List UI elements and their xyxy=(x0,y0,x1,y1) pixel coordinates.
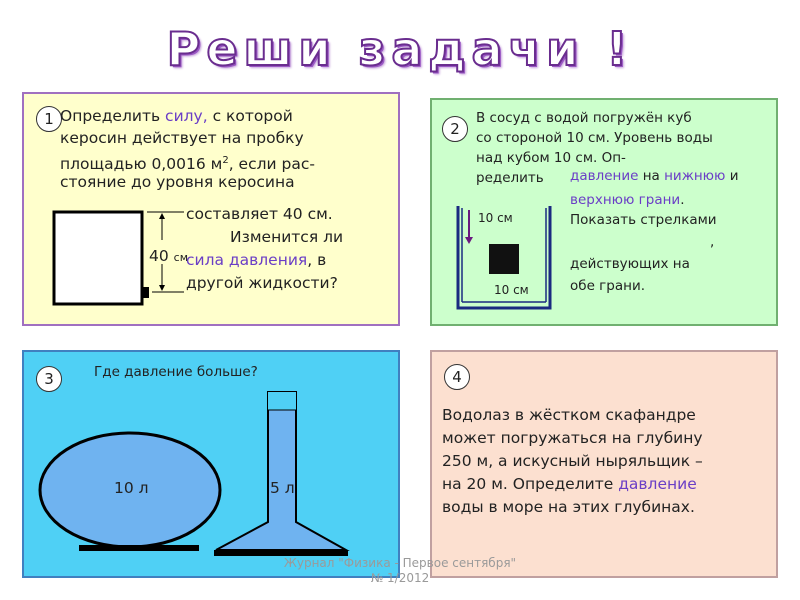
task-1-highlight-force: силу, xyxy=(165,107,208,125)
task-1-dimension-label xyxy=(149,246,188,268)
task-4-number: 4 xyxy=(444,364,470,390)
task-2-line-9: обе грани. xyxy=(570,278,646,294)
task-1-highlight-pressure-force: сила давления xyxy=(186,251,308,269)
task-2-line-4b xyxy=(570,166,739,186)
task-2-panel xyxy=(430,98,778,326)
task-4-highlight-pressure: давление xyxy=(618,475,697,493)
arrowhead xyxy=(465,237,473,244)
task-4-text: на 20 м. Определите xyxy=(442,475,619,493)
task-2-text: . xyxy=(680,192,685,208)
task-2-line-2: со стороной 10 см. Уровень воды xyxy=(476,130,713,146)
task-2-number: 2 xyxy=(442,116,468,142)
task-4-line-2: может погружаться на глубину xyxy=(442,429,703,447)
task-4-line-1: Водолаз в жёстком скафандре xyxy=(442,406,696,424)
task-1-line-4: стояние до уровня керосина xyxy=(60,173,295,191)
task-2-line-8: действующих на xyxy=(570,256,690,272)
task-4-line-3: 250 м, а искусный ныряльщик – xyxy=(442,452,703,470)
wide-vessel-stand xyxy=(79,545,199,551)
task-1-superscript: 2 xyxy=(222,155,229,166)
plug xyxy=(142,287,149,298)
task-4-panel xyxy=(430,350,778,578)
task-3-vessel-1-label: 10 л xyxy=(114,479,149,497)
task-1-text: с которой xyxy=(207,107,293,125)
slide-title: Реши задачи ! xyxy=(166,22,634,76)
task-2-line-3: над кубом 10 см. Оп- xyxy=(476,150,626,166)
task-1-text: Определить xyxy=(60,107,166,125)
task-2-line-5 xyxy=(570,190,685,210)
task-2-label-bottom: 10 см xyxy=(494,283,529,297)
task-2-line-4: ределить xyxy=(476,170,544,186)
task-3-vessel-2-label: 5 л xyxy=(270,479,295,497)
footer-line-1: Журнал "Физика - Первое сентября" xyxy=(283,556,517,570)
task-1-line-8: другой жидкости? xyxy=(186,274,338,292)
task-2-highlight-top-face: верхнюю грани xyxy=(570,192,681,208)
task-3-panel xyxy=(22,350,400,578)
footer-line-2: № 1/2012 xyxy=(370,571,430,585)
task-2-line-6: Показать стрелками xyxy=(570,212,717,228)
task-2-line-7 xyxy=(570,232,714,252)
task-2-text: , xyxy=(710,234,715,250)
task-2-highlight-bottom: нижнюю xyxy=(664,168,726,184)
task-3-question: Где давление больше? xyxy=(94,364,258,380)
task-2-highlight-pressure: давление xyxy=(570,168,639,184)
kerosene-tank xyxy=(54,212,142,304)
submerged-cube xyxy=(489,244,519,274)
dim-unit: см xyxy=(173,251,189,264)
task-2-text: на xyxy=(638,168,665,184)
task-4-line-5: воды в море на этих глубинах. xyxy=(442,498,695,516)
task-1-line-2: керосин действует на пробку xyxy=(60,129,304,147)
task-2-label-top: 10 см xyxy=(478,211,513,225)
dim-value: 40 xyxy=(149,247,169,265)
task-2-line-1: В сосуд с водой погружён куб xyxy=(476,110,692,126)
task-1-text: , в xyxy=(307,251,327,269)
task-1-panel xyxy=(22,92,400,326)
arrowhead-bottom xyxy=(159,285,165,291)
task-1-text: площадью 0,0016 м xyxy=(60,155,223,174)
task-3-diagram xyxy=(24,372,398,578)
narrow-vessel xyxy=(216,392,346,550)
task-1-line-5: составляет 40 см. xyxy=(186,205,333,223)
footer-credit xyxy=(260,556,540,586)
task-4-line-4 xyxy=(442,473,697,496)
task-1-line-6: Изменится ли xyxy=(230,228,344,246)
task-2-text: и xyxy=(725,168,739,184)
task-3-number: 3 xyxy=(36,366,62,392)
arrowhead-top xyxy=(159,213,165,219)
task-1-text: , если рас- xyxy=(228,155,315,174)
task-1-number: 1 xyxy=(36,106,62,132)
task-1-line-7 xyxy=(186,250,326,271)
narrow-vessel-empty-top xyxy=(268,392,296,410)
task-1-line-1 xyxy=(60,106,293,127)
